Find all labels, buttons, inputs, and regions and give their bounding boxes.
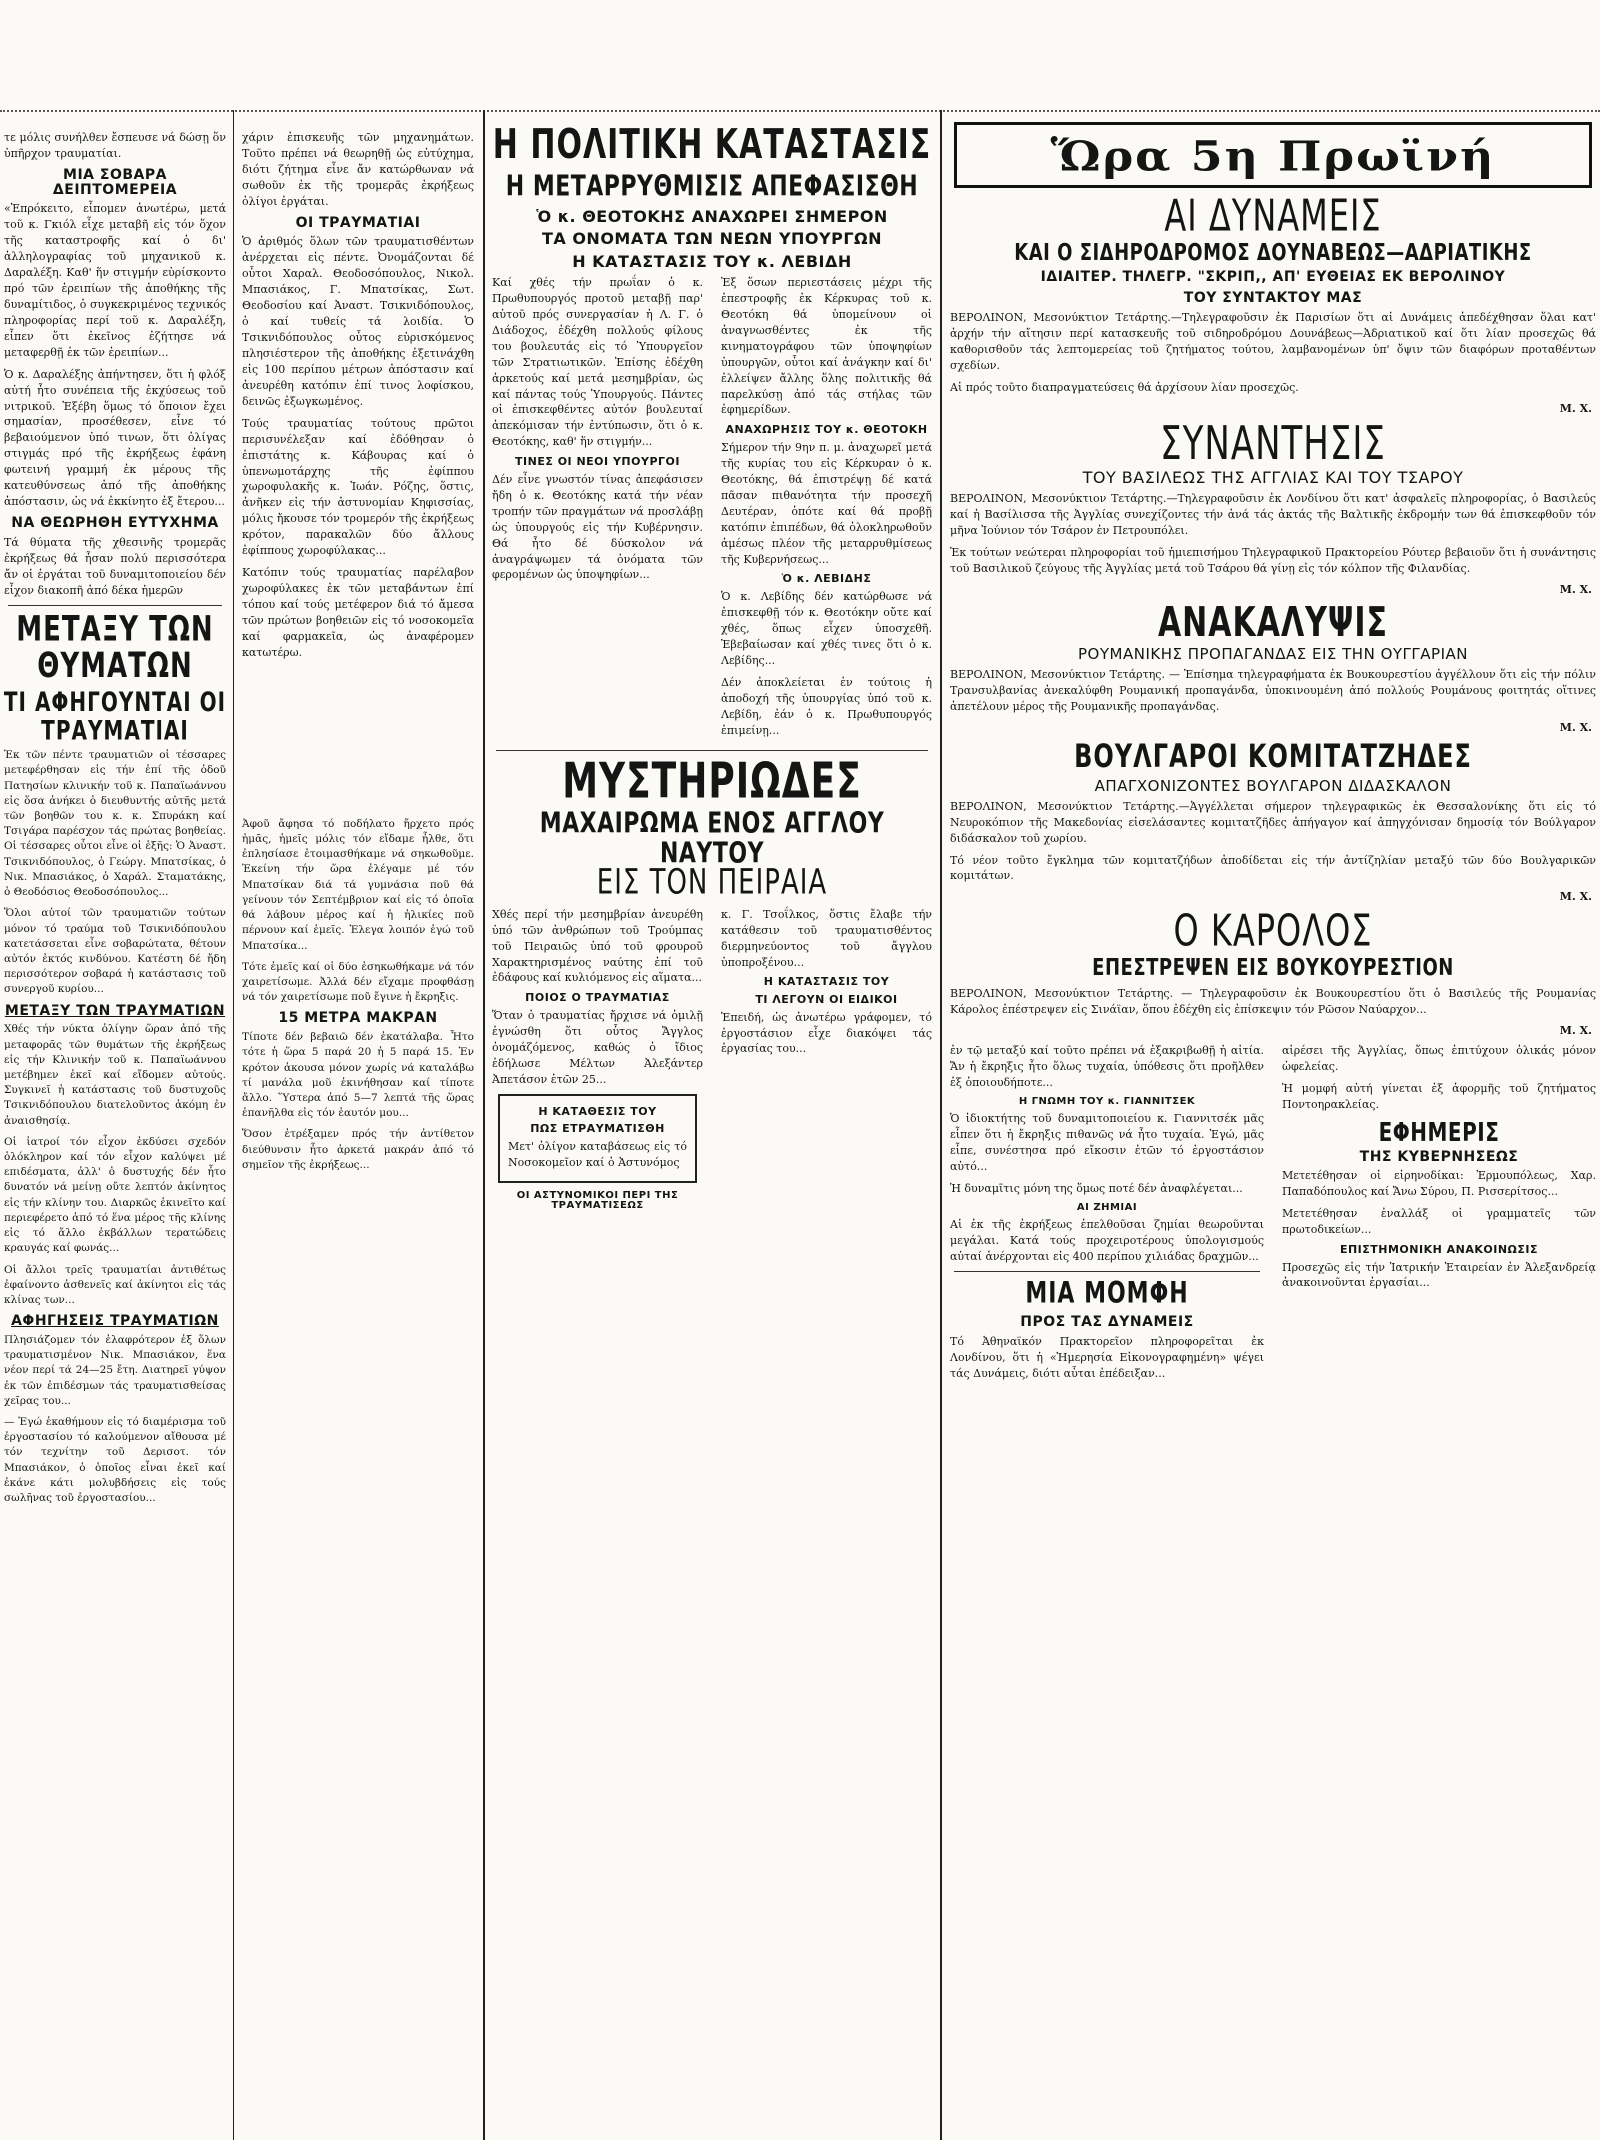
section-heading: ΤΙΝΕΣ ΟΙ ΝΕΟΙ ΥΠΟΥΡΓΟΙ xyxy=(515,455,680,469)
paragraph: ΒΕΡΟΛΙΝΟΝ, Μεσονύκτιον Τετάρτης.—Τηλεγραφοῦσιν ἐκ Παρισίων ὅτι αἱ Δυνάμεις ἀπεδέχθησαν ὅλαι κατ' ἀρχήν τήν αἴτησιν περί κατασκευῆς τοῦ σιδηροδρόμου Δουνάβεως—Ἀδριατικοῦ καί ὅτι λίαν προσεχῶς θά καθορισθοῦν τάς λεπτομερείας τοῦ ζητήματος τούτου, λαμβανομένων ὑπ' ὄψιν τῶν διαφόρων προταθέντων σχεδίων. xyxy=(950,310,1596,372)
paragraph: Ἡ μομφή αὐτή γίνεται ἐξ ἀφορμῆς τοῦ ζητήματος Ποντοηρακλείας. xyxy=(1282,1081,1596,1111)
paragraph: Ἐπειδή, ὡς ἀνωτέρω γράφομεν, τό ἐργοστάσιον εἶχε διακόψει τάς ἐργασίας του... xyxy=(721,1010,932,1056)
subheadline: ΡΟΥΜΑΝΙΚΗΣ ΠΡΟΠΑΓΑΝΔΑΣ ΕΙΣ ΤΗΝ ΟΥΓΓΑΡΙΑΝ xyxy=(1078,645,1468,664)
paragraph: Χθές περί τήν μεσημβρίαν ἀνευρέθη ὑπό τῶν ἀνθρώπων τοῦ Τρούμπας τοῦ Πειραιῶς ὑπό τοῦ φρουροῦ Χαρακτηρισμένος ναύτης ἐπί τοῦ ἐδάφους καί κυλιόμενος εἰς αἵματα... xyxy=(492,907,703,985)
section-heading: ΠΩΣ ΕΤΡΑΥΜΑΤΙΣΘΗ xyxy=(530,1122,665,1136)
paragraph: Καί χθές τήν πρωΐαν ὁ κ. Πρωθυπουργός προτοῦ μεταβῇ παρ' αὐτοῦ πρός συνεργασίαν ἡ Λ. Γ. ὁ Διάδοχος, ἐδέχθη πολλούς φίλους του βουλευτάς εἰς τό Ὑπουργεῖον τῶν Στρατιωτικῶν. Ἐπίσης ἐδέχθη ἀρκετούς καί μετά μεσημβρίαν, ὡς καί πάντας τούς Ὑπουργούς. Πάντες οἱ ἐπισκεφθέντες αὐτόν βουλευταί ἀπεκόμισαν τήν ἐντύπωσιν, ὅτι ὁ κ. Θεοτόκης, καθ' ἥν στιγμήν... xyxy=(492,275,703,449)
section-heading: ΑΙ ΖΗΜΙΑΙ xyxy=(1076,1201,1138,1213)
paragraph: ΒΕΡΟΛΙΝΟΝ, Μεσονύκτιον Τετάρτης. — Ἐπίσημα τηλεγραφήματα ἐκ Βουκουρεστίου ἀγγέλλουν ὅτι εἰς τήν πόλιν Τρανσυλβανίας ἀνεκαλύφθη Ρουμανική προπαγάνδα, ὑποκινουμένη ἀπό πολλούς Ρουμάνους φοιτητάς οἵτινες ἀπετέλουν μέρος τῆς Ρουμανικῆς προπαγάνδας. xyxy=(950,667,1596,713)
subheadline: ΙΔΙΑΙΤΕΡ. ΤΗΛΕΓΡ. "ΣΚΡΙΠ,, ΑΠ' ΕΥΘΕΙΑΣ ΕΚ ΒΕΡΟΛΙΝΟΥ xyxy=(1040,269,1506,286)
top-dotted-line xyxy=(0,110,1600,118)
paragraph: Κατόπιν τούς τραυματίας παρέλαβον χωροφύλακες ἐκ τῶν μεταβάντων ἐπί τόπου καί τούς μετέφερον διά τό ἄμεσα τῶν πρώτων βοηθειῶν εἰς τό νοσοκομεῖα καί φαρμακεῖα, ὡς ἀναφέρομεν κατωτέρω. xyxy=(242,566,474,659)
section-heading: ΟΙ ΑΣΤΥΝΟΜΙΚΟΙ ΠΕΡΙ ΤΗΣ ΤΡΑΥΜΑΤΙΣΕΩΣ xyxy=(516,1189,679,1212)
subheadline: ΤΑ ΟΝΟΜΑΤΑ ΤΩΝ ΝΕΩΝ ΥΠΟΥΡΓΩΝ xyxy=(541,229,883,249)
paragraph: Δέν εἶνε γνωστόν τίνας ἀπεφάσισεν ἤδη ὁ κ. Θεοτόκης κατά τήν νέαν τροπήν τῶν πραγμάτων νά προσλάβῃ ὡς ὑπουργούς εἰς τήν Κυβέρνησιν. Θά ἦτο δέ δύσκολον νά ἀναγράψωμεν τά ὀνόματα τῶν φερομένων ὡς ὑποψηφίων... xyxy=(492,472,703,582)
paragraph: Ἐκ τῶν πέντε τραυματιῶν οἱ τέσσαρες μετεφέρθησαν εἰς τήν ἐπί τῆς ὁδοῦ Πατησίων κλινικήν τοῦ κ. Παπαϊωάννου εἰς ὅσα ἀνήκει ὁ διευθυντής αὐτῆς μετά τῶν βοηθῶν του κ. κ. Σπυράκη καί Τσιγάρα παρέσχον τάς πρώτας βοηθείας. Οἱ τέσσαρες οὗτοι εἶνε οἱ ἑξῆς: Ὁ Ἀναστ. Τσικνιδόπουλος, ὁ Γεώργ. Μπατσίκας, ὁ Νικ. Μπασιάκος, ὁ Χαράλ. Σταματάκης, ὁ Θεοδόσιος Θεοδοσόπουλος... xyxy=(4,749,226,899)
column-rule xyxy=(483,110,485,2140)
edition-time: Ὥρα 5η Πρωϊνή xyxy=(1050,131,1496,181)
signature: Μ. Χ. xyxy=(1559,1023,1592,1037)
headline: ΕΦΗΜΕΡΙΣ xyxy=(1378,1115,1500,1148)
subheadline: ΕΠΕΣΤΡΕΨΕΝ ΕΙΣ ΒΟΥΚΟΥΡΕΣΤΙΟΝ xyxy=(1092,954,1454,982)
column-1 xyxy=(0,130,230,2130)
paragraph: Πλησιάζομεν τόν ἐλαφρότερον ἐξ ὅλων τραυματισμένον Νικ. Μπασιάκον, ἕνα νέον περί τά 24—25 ἔτη. Διατηρεῖ γύψον ἐκ τῶν ἐπιδέσμων τάς τραυματισθείσας χεῖρας του... xyxy=(4,1333,226,1407)
divider xyxy=(8,605,222,606)
paragraph: τε μόλις συνήλθεν ἔσπευσε νά δώσῃ ὅν ὑπῆρχον τραυματίαι. xyxy=(4,131,226,160)
paragraph: Ἐξ ὅσων περιεστάσεις μέχρι τῆς ἐπεστροφῆς ἐκ Κέρκυρας τοῦ κ. Θεοτόκη θά ὑπομείνουν οἱ ἀναγνωσθέντες ἐκ τῆς κινηματογράφου τῶν ὑποψηφίων ὑπουργῶν, οὗτοι καί ἀνάγκην καί δι' ἐλλείψεν ἄλλης ὅλης πολιτικῆς θά παρελκύσῃ ἀπό τάς στήλας τῶν ἐφημερίδων. xyxy=(721,275,932,417)
paragraph: Ἀφοῦ ἄφησα τό ποδήλατο ἤρχετο πρός ἡμᾶς, ἡμεῖς μόλις τόν εἴδαμε ἦλθε, ὅτι ἐπλησίασε ἑτοιμασθήκαμε νά σηκωθοῦμε. Ἐκείνη τήν ὥρα ἐλέγαμε μέ τόν Μπατσίκαν διά τά γυμνάσια ποῦ θά γείνουν τόν Σεπτέμβριον καί εἰς τό ὁποῖα θά λάβουν μέρος καί ἡ ἡλικίες ποῦ πέρνουν καί ἐμεῖς. Ἐλεγα λοιπόν ἐγώ τοῦ Μπατσίκα... xyxy=(242,817,474,952)
boxed-heading xyxy=(498,1094,697,1183)
paragraph: «Ἐπρόκειτο, εἶπομεν ἀνωτέρω, μετά τοῦ κ. Γκιόλ εἶχε μεταβῆ εἰς τόν ὅχον τῆς καταστροφῆς καί ὁ δι' ἀλληλογραφίας τοῦ μηχανικοῦ κ. Δαραλέξη. Καθ' ἥν στιγμήν εὑρίσκοντο πρό τῶν ἐρειπίων τῆς ἀποθήκης τῆς δυναμίτιδος, ὁ συγκεκριμένος τεχνικός πληροφορίας περί τοῦ κ. Δαραλέξη, εἶπεν ὅτι ἐκεῖνος ἐζήτησε νά μεταφερθῇ ἐκ τῶν ἐρειπίων... xyxy=(4,202,226,359)
paragraph: Αἱ ἐκ τῆς ἐκρήξεως ἐπελθοῦσαι ζημίαι θεωροῦνται μεγάλαι. Κατά τούς προχειροτέρους ὑπολογισμούς αὐταί ἀνέρχονται εἰς 400 περίπου χιλιάδας δραχμῶν... xyxy=(950,1218,1264,1264)
column-rule xyxy=(233,110,234,2140)
column-3 xyxy=(488,120,936,2130)
paragraph: κ. Γ. Τσοΐλκος, ὅστις ἔλαβε τήν κατάθεσιν τοῦ τραυματισθέντος διερμηνεύοντος τοῦ ἄγγλου ὑποπροξένου... xyxy=(721,907,932,969)
subheadline: ΤΟΥ ΒΑΣΙΛΕΩΣ ΤΗΣ ΑΓΓΛΙΑΣ ΚΑΙ ΤΟΥ ΤΣΑΡΟΥ xyxy=(1082,468,1464,488)
paragraph: Προσεχῶς εἰς τήν Ἰατρικήν Ἑταιρείαν ἐν Ἀλεξανδρείᾳ ἀνακοινοῦνται ἐργασίαι... xyxy=(1282,1260,1596,1290)
paragraph: ΒΕΡΟΛΙΝΟΝ, Μεσονύκτιον Τετάρτης.—Τηλεγραφοῦσιν ἐκ Λονδίνου ὅτι κατ' ἀσφαλεῖς πληροφορίας, ὁ Βασιλεύς καί ἡ Βασίλισσα τῆς Ἀγγλίας συνεχίζοντες τήν ἀνά τάς ἀκτάς τῆς Βαλτικῆς ἐκδρομήν των θά ἐπισκεφθοῦν τόν μῆνα Ἰούνιον τόν Τσάρον ἐν Πετρουπόλει. xyxy=(950,492,1596,537)
paragraph: χάριν ἐπισκευῆς τῶν μηχανημάτων. Τοῦτο πρέπει νά θεωρηθῇ ὡς εὐτύχημα, διότι ζήτημα εἶνε ἄν κατώρθωναν νά σωθοῦν ἐκ τῆς τρομερᾶς ἐκρήξεως ὀλίγοι ἐργάται. xyxy=(242,131,474,208)
divider xyxy=(496,750,928,751)
paragraph: Ὁ κ. Λεβίδης δέν κατώρθωσε νά ἐπισκεφθῇ τόν κ. Θεοτόκην οὔτε καί χθές, ὅπως εἶχεν ὑποσχεθῆ. Ἐβεβαίωσαν καί χθές τινες ὅτι ὁ κ. Λεβίδης... xyxy=(721,590,932,667)
paragraph: Ὁ ἰδιοκτήτης τοῦ δυναμιτοποιείου κ. Γιαννιτσέκ μᾶς εἶπεν ὅτι ἡ ἔκρηξις πιθανῶς νά ἦτο τυχαία. Ἐγώ, μᾶς εἶπε, συνέστησα πρό εἴκοσιν ἐτῶν τό ἐργοστάσιον αὐτό... xyxy=(950,1112,1264,1173)
column-2 xyxy=(238,130,478,2130)
paragraph: Ὅταν ὁ τραυματίας ἤρχισε νά ὁμιλῇ ἐγνώσθη ὅτι οὗτος Ἄγγλος ὀνομάζόμενος, καθώς ὁ ἴδιος ἐδήλωσε Μέλτων Ἀλεξάντερ Ἀπετάσον ἐτῶν 25... xyxy=(492,1008,703,1086)
headline: ΚΑΙ Ο ΣΙΔΗΡΟΔΡΟΜΟΣ ΔΟΥΝΑΒΕΩΣ—ΑΔΡΙΑΤΙΚΗΣ xyxy=(1014,238,1532,267)
paragraph: Μετετέθησαν οἱ εἰρηνοδίκαι: Ἑρμουπόλεως, Χαρ. Παπαδόπουλος καί Ἄνω Σύρου, Π. Ρισσερίτσος... xyxy=(1282,1169,1596,1199)
section-heading: Η ΓΝΩΜΗ ΤΟΥ κ. ΓΙΑΝΝΙΤΣΕΚ xyxy=(1018,1095,1196,1107)
paragraph: Μετετέθησαν ἐναλλάξ οἱ γραμματεῖς τῶν πρωτοδικείων... xyxy=(1282,1207,1596,1237)
section-heading: Η ΚΑΤΑΘΕΣΙΣ ΤΟΥ xyxy=(538,1104,657,1118)
section-heading: ΑΝΑΧΩΡΗΣΙΣ ΤΟΥ κ. ΘΕΟΤΟΚΗ xyxy=(725,423,928,437)
headline: Η ΠΟΛΙΤΙΚΗ ΚΑΤΑΣΤΑΣΙΣ xyxy=(492,121,932,169)
headline: Ο ΚΑΡΟΛΟΣ xyxy=(1173,905,1373,957)
section-heading: ΕΠΙΣΤΗΜΟΝΙΚΗ ΑΝΑΚΟΙΝΩΣΙΣ xyxy=(1339,1242,1539,1256)
paragraph: Αἱ πρός τοῦτο διαπραγματεύσεις θά ἀρχίσουν λίαν προσεχῶς. xyxy=(950,380,1299,394)
paragraph: — Ἐγώ ἐκαθήμουν εἰς τό διαμέρισμα τοῦ ἐργοστασίου τό καλούμενον αἴθουσα μέ τόν τεχνίτην τοῦ Δερισοτ. τόν Μπασιάκον, ὁ ὁποῖος εἶναι ἐκεῖ καί ἐκάνε κάτι μολυβδήσεις εἰς τούς σωλῆνας τοῦ ἐργοστασίου... xyxy=(4,1416,226,1505)
paragraph: Οἱ ἄλλοι τρεῖς τραυματίαι ἀντιθέτως ἐφαίνοντο ἀσθενεῖς καί ἀκίνητοι εἰς τάς κλίνας των... xyxy=(4,1263,226,1306)
paragraph: Ἡ δυναμῖτις μόνη της ὅμως ποτέ δέν ἀναφλέγεται... xyxy=(950,1181,1243,1195)
subheadline: ΠΡΟΣ ΤΑΣ ΔΥΝΑΜΕΙΣ xyxy=(1020,1314,1194,1331)
paragraph: Τότε ἐμεῖς καί οἱ δύο ἐσηκωθήκαμε νά τόν χαιρετίσωμε. Ἀλλά δέν εἴχαμε προφθάσῃ νά τόν χαιρετίσωμε ποῦ ἔγινε ἡ ἔκρηξις. xyxy=(242,960,474,1004)
paragraph: Τούς τραυματίας τούτους πρῶτοι περισυνέλεξαν καί ἐδόθησαν ὁ ἐπιστάτης κ. Κάβουρας καί ὁ ὑπενωμοτάρχης τῆς ἐφίππου χωροφυλακῆς κ. Ἰωάν. Ρόζης, ὅστις, ἀνῆκεν εἰς τήν ἀστυνομίαν Κηφισσίας, μόλις ἤκουσε τόν τρομερόν τῆς ἐκρήξεως κρότον, παρακαλῶν δύο ἄλλους ἐφίππους χωροφύλακας... xyxy=(242,416,474,558)
paragraph: Οἱ ἰατροί τόν εἶχον ἐκδύσει σχεδόν ὁλόκληρον καί τόν εἶχον καλύψει μέ επιδέσματα, ἀλλ' ὁ δυστυχής δέν ἦτο δυνατόν νά μείνῃ οὔτε λεπτόν ἀκίνητος εἰς τήν κλίνην του. Διαρκῶς ἐκινεῖτο καί περιεφέρετο ἀπό τό ἕνα μέρος τῆς κλίνης εἰς τό ἄλλο ἐκβάλλων τερατώδεις κραυγάς καί φωνάς... xyxy=(4,1135,226,1255)
section-heading: ΝΑ ΘΕΩΡΗΘΗ ΕΥΤΥΧΗΜΑ xyxy=(11,515,219,532)
subheadline: Ὁ κ. ΘΕΟΤΟΚΗΣ ΑΝΑΧΩΡΕΙ ΣΗΜΕΡΟΝ xyxy=(536,206,888,226)
section-heading: ΜΕΤΑΞΥ ΤΩΝ ΤΡΑΥΜΑΤΙΩΝ xyxy=(4,1002,226,1019)
paragraph: Ὅσον ἐτρέξαμεν πρός τήν ἀντίθετον διεύθυνσιν ἦτο ἀρκετά μακράν ἀπό τό σημεῖον τῆς ἐκρήξεως... xyxy=(242,1128,474,1171)
paragraph: Σήμερον τήν 9ην π. μ. ἀναχωρεῖ μετά τῆς κυρίας του εἰς Κέρκυραν ὁ κ. Θεοτόκης, θά ἐπιστρέψῃ δέ κατά πᾶσαν πιθανότητα τήν προσεχῆ Δευτέραν, ὁπότε καί θά προβῇ κατόπιν ἐπιπέδων, θά ὁλοκληρωθοῦν ἀμέσως πλέον τῆς μεταρρυθμίσεως τῆς Κυβερνήσεως... xyxy=(721,440,932,566)
section-heading: Ὁ κ. ΛΕΒΙΔΗΣ xyxy=(781,572,872,586)
section-heading: ΟΙ ΤΡΑΥΜΑΤΙΑΙ xyxy=(295,214,421,231)
subheadline: ΑΠΑΓΧΟΝΙΖΟΝΤΕΣ ΒΟΥΛΓΑΡΟΝ ΔΙΔΑΣΚΑΛΟΝ xyxy=(1094,776,1452,795)
section-heading: ΤΙ ΛΕΓΟΥΝ ΟΙ ΕΙΔΙΚΟΙ xyxy=(755,993,898,1007)
paragraph: Ἐκ τούτων νεώτεραι πληροφορίαι τοῦ ἡμιεπισήμου Τηλεγραφικοῦ Πρακτορείου Ρόυτερ βεβαιοῦν ὅτι ἡ συνάντησις τοῦ Βασιλικοῦ ζεύγους τῆς Ἀγγλίας μετά τοῦ Τσάρου θά γίνῃ εἰς τόν κόλπον τῆς Φιλανδίας. xyxy=(950,545,1596,575)
paragraph: Τίποτε δέν βεβαιῶ δέν ἐκατάλαβα. Ἦτο τότε ἡ ὥρα 5 παρά 20 ἡ 5 παρά 15. Ἐν κρότον ἀκουσα μόνον χωρίς νά καταλάβω τί μανάλα μοῦ ἐκινήθησαν καί τίποτε ἄλλο. Ὕστερα ἀπό 5—7 λεπτά τῆς ὥρας ἐπανῆλθα εἰς τόν ἑαυτόν μου... xyxy=(242,1031,474,1120)
paragraph: Μετ' ὀλίγον καταβάσεως εἰς τό Νοσοκομεῖον καί ὁ Ἀστυνόμος xyxy=(508,1139,687,1169)
headline: ΜΥΣΤΗΡΙΩΔΕΣ xyxy=(562,754,862,811)
subheadline: Η ΚΑΤΑΣΤΑΣΙΣ ΤΟΥ κ. ΛΕΒΙΔΗ xyxy=(572,252,852,272)
section-heading: 15 ΜΕΤΡΑ ΜΑΚΡΑΝ xyxy=(278,1010,438,1027)
headline: ΕΙΣ ΤΟΝ ΠΕΙΡΑΙΑ xyxy=(596,862,828,904)
headline: ΤΙ ΑΦΗΓΟΥΝΤΑΙ ΟΙ ΤΡΑΥΜΑΤΙΑΙ xyxy=(3,685,227,747)
paragraph: Τό Ἀθηναϊκόν Πρακτορεῖον πληροφορεῖται ἐκ Λονδίνου, ὅτι ἡ «Ἡμερησία Εἰκονογραφημένη» ψέγει τάς Δυνάμεις, διότι αὗται ἐπέδειξαν... xyxy=(950,1334,1264,1380)
paragraph: Ὁ ἀριθμός ὅλων τῶν τραυματισθέντων ἀνέρχεται εἰς πέντε. Ὀνομάζονται δέ οὗτοι Χαραλ. Θεοδοσόπουλος, Νικολ. Μπασιάκος, Γ. Μπατσίκας, Σωτ. Θεοδοσίου καί Ἀναστ. Τσικνιδόπουλος, ὁ καί τυθείς τά λοιδία. Ὁ Τσικνιδόπουλος οὗτος εὑρισκόμενος πλησιέστερον τῆς ἀποθήκης ἐξετινάχθη εἰς 100 περίπου μέτρων ἀπόστασιν καί ἀνευρέθη κατόπιν ἐπί τινος λοφίσκου, δεινῶς ἐξωγκωμένος. xyxy=(242,235,474,408)
paragraph: ΒΕΡΟΛΙΝΟΝ, Μεσονύκτιον Τετάρτης.—Ἀγγέλλεται σήμερον τηλεγραφικῶς ἐκ Θεσσαλονίκης ὅτι εἰς τό Νευροκόπιον τῆς Μακεδονίας εἰσελάσαντες κομιτατζῆδες ἀπήγαγον καί ἀπηγχόνισαν δημοσίᾳ τόν Βούλγαρον διδάσκαλον τοῦ χωρίου. xyxy=(950,799,1596,845)
section-heading: ΠΟΙΟΣ Ο ΤΡΑΥΜΑΤΙΑΣ xyxy=(525,991,670,1005)
paragraph: Ὅλοι αὐτοί τῶν τραυματιῶν τούτων μόνον τό τραύμα τοῦ Τσικνιδόπουλου κατετάσσεται εἶνε σοβαρώτατα, θέτουν αὐτόν ἐκτός κινδύνου. Κατέστη δέ ἤδη περισσότερον σοβαρά ἡ κατάστασις τοῦ συνεργοῦ κυρίου... xyxy=(4,907,226,996)
section-heading: ΜΙΑ ΣΟΒΑΡΑ ΔΕΙΠΤΟΜΕΡΕΙΑ xyxy=(52,166,178,198)
signature: Μ. Χ. xyxy=(1559,401,1592,415)
headline: Η ΜΕΤΑΡΡΥΘΜΙΣΙΣ ΑΠΕΦΑΣΙΣΘΗ xyxy=(505,170,919,203)
signature: Μ. Χ. xyxy=(1559,720,1592,734)
column-rule xyxy=(940,110,942,2140)
paragraph: Δέν ἀποκλείεται ἐν τούτοις ἡ ἀποδοχή τῆς ὑπουργίας ὑπό τοῦ κ. Λεβίδη, ἐάν ὁ κ. Πρωθυπουργός ἐπιμείνῃ... xyxy=(721,675,932,737)
paragraph: Τά θύματα τῆς χθεσινῆς τρομερᾶς ἐκρήξεως θά ἦσαν πολύ περισσότερα ἄν οἱ ἐργάται τοῦ δυναμιτοποιείου δέν εἶχον διακοπῆ ἀπό δέκα ἡμερῶν xyxy=(4,535,226,597)
signature: Μ. Χ. xyxy=(1559,890,1592,904)
signature: Μ. Χ. xyxy=(1559,582,1592,596)
paragraph: Ὁ κ. Δαραλέξης ἀπήντησεν, ὅτι ἡ φλόξ αὐτή ἦτο συνέπεια τῆς ἐκχύσεως τοῦ νιτρικοῦ. Ἐξέβη ὅμως τό ὅποιον ἔχει σημασίαν, προσέθεσεν, εἶνε τό βεβαιούμενον ὑπό τινων, ὅτι ὀλίγας στιγμάς πρό τῆς ἐκρήξεως ἐφάνη φωτεινή γραμμή ἐκ μέρους τῆς κατευθύνσεως ἀπό τῆς ἀποθήκης ἀπόστασιν, ὡς νά ἐκκίνητο ἐξ ἔτερου... xyxy=(4,367,226,509)
paragraph: ΒΕΡΟΛΙΝΟΝ, Μεσονύκτιον Τετάρτης. — Τηλεγραφοῦσιν ἐκ Βουκουρεστίου ὅτι ὁ Βασιλεύς τῆς Ρουμανίας Κάρολος ἐπέστρεψεν εἰς Σινάϊαν, ὅπου ἐδέχθη εἰς ἐπίσκεψιν τόν Ρῶσον Ναύαρχον... xyxy=(950,986,1596,1016)
paragraph: Τό νέον τοῦτο ἔγκλημα τῶν κομιτατζήδων ἀποδίδεται εἰς τήν ἀντίζηλίαν μεταξύ τῶν δύο Βουλγαρικῶν κομιτάτων. xyxy=(950,853,1596,883)
section-heading: Η ΚΑΤΑΣΤΑΣΙΣ ΤΟΥ xyxy=(763,975,890,989)
paragraph: αἱρέσει τῆς Ἀγγλίας, ὅπως ἐπιτύχουν ὁλικάς μόνον ὠφελείας. xyxy=(1282,1043,1596,1073)
headline: ΜΕΤΑΞΥ ΤΩΝ ΘΥΜΑΤΩΝ xyxy=(16,608,214,687)
divider xyxy=(954,1271,1260,1272)
headline: ΣΥΝΑΝΤΗΣΙΣ xyxy=(1160,416,1386,471)
headline: ΜΙΑ ΜΟΜΦΗ xyxy=(1025,1276,1189,1311)
headline: ΒΟΥΛΓΑΡΟΙ ΚΟΜΙΤΑΤΖΗΔΕΣ xyxy=(1074,737,1472,775)
headline: ΑΙ ΔΥΝΑΜΕΙΣ xyxy=(1164,189,1382,242)
edition-banner xyxy=(954,122,1592,188)
headline: ΜΑΧΑΙΡΩΜΑ ΕΝΟΣ ΑΓΓΛΟΥ ΝΑΥΤΟΥ xyxy=(539,807,885,871)
subheadline: ΤΟΥ ΣΥΝΤΑΚΤΟΥ ΜΑΣ xyxy=(1183,290,1363,307)
section-heading: ΑΦΗΓΗΣΕΙΣ ΤΡΑΥΜΑΤΙΩΝ xyxy=(11,1313,219,1330)
column-4 xyxy=(946,118,1600,2130)
subheadline: ΤΗΣ ΚΥΒΕΡΝΗΣΕΩΣ xyxy=(1359,1148,1519,1165)
paragraph: ἐν τῷ μεταξύ καί τοῦτο πρέπει νά ἐξακριβωθῇ ἡ αἰτία. Ἄν ἡ ἔκρηξις ἦτο ὅλως τυχαία, ὑπόθεσις ὅτι προῆλθεν ἐξ ὁποιουδήποτε... xyxy=(950,1043,1264,1089)
paragraph: Χθές τήν νύκτα ὀλίγην ὥραν ἀπό τῆς μεταφορᾶς τῶν θυμάτων τῆς ἐκρήξεως εἰς τήν Κλινικήν τοῦ κ. Παπαϊωάννου μετέβημεν ἐκεῖ καί εἴδομεν αὐτούς. Συγκινεῖ ἡ κατάστασις τοῦ δυστυχοῦς Τσικνιδόπουλου διατελοῦντος ἀκόμη ἐν ἀναισθησίᾳ. xyxy=(4,1023,226,1127)
headline: ΑΝΑΚΑΛΥΨΙΣ xyxy=(1157,599,1389,647)
